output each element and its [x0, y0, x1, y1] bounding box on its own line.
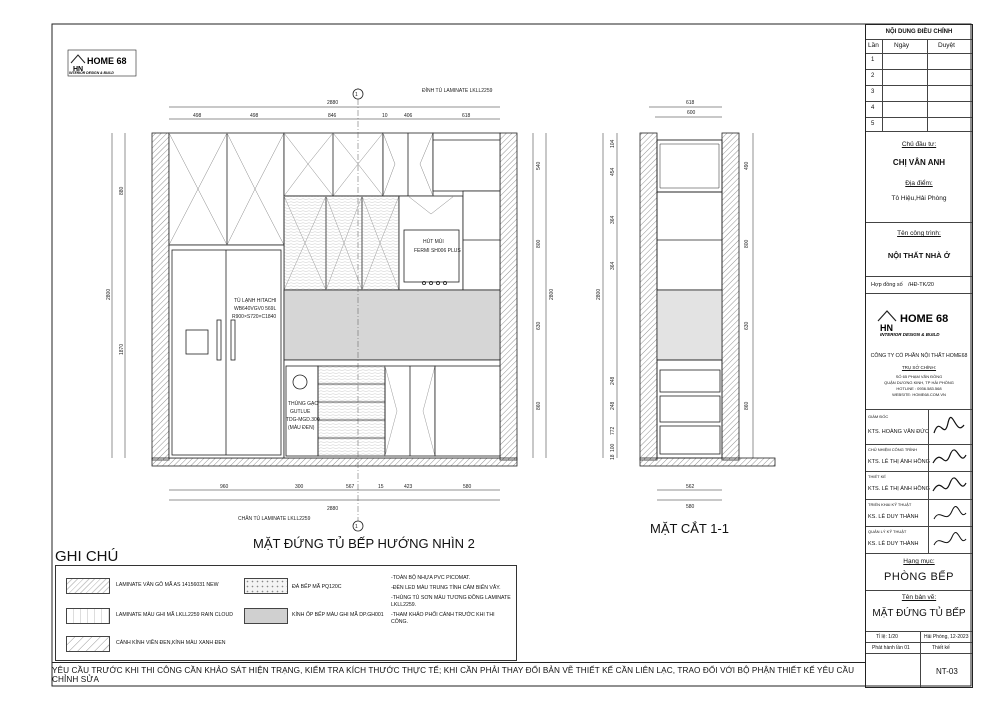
swatch-glass: [66, 636, 110, 652]
location: Tô Hiệu,Hải Phòng: [891, 195, 947, 202]
svg-text:364: 364: [610, 215, 616, 224]
contract-label: Hợp đồng số: [871, 282, 903, 288]
rev-row: 1: [871, 57, 875, 63]
svg-text:860: 860: [536, 401, 542, 410]
sign-role: GIÁM ĐỐC: [868, 414, 889, 419]
sign-role: QUẢN LÝ KỸ THUẬT: [868, 529, 907, 534]
sign-name: KTS. LÊ THỊ ÁNH HỒNG: [868, 486, 930, 492]
svg-text:498: 498: [250, 113, 259, 119]
section-title: MẶT CẮT 1-1: [650, 521, 729, 536]
legend-note: -TOÀN BỘ NHỰA PVC PICOMAT.: [391, 575, 471, 581]
rev-header: Duyệt: [938, 42, 955, 49]
svg-text:1: 1: [355, 524, 358, 530]
date: Hải Phòng, 12-2023: [924, 634, 969, 640]
svg-text:540: 540: [536, 161, 542, 170]
legend-note: -THÙNG TỦ SƠN MÀU TƯƠNG ĐỒNG LAMINATE LKLL2259.: [391, 595, 511, 608]
svg-text:800: 800: [744, 239, 750, 248]
svg-text:562: 562: [686, 484, 695, 490]
rev-row: 5: [871, 121, 875, 127]
svg-text:406: 406: [404, 113, 413, 119]
svg-text:300: 300: [295, 484, 304, 490]
svg-text:TỦ LẠNH HITACHI: TỦ LẠNH HITACHI: [234, 298, 277, 304]
svg-text:HN: HN: [880, 323, 893, 333]
issue: Phát hành lần 01: [872, 645, 910, 651]
svg-text:2800: 2800: [106, 288, 112, 300]
svg-text:880: 880: [119, 186, 125, 195]
svg-text:618: 618: [686, 100, 695, 106]
kitchen-elevation: [112, 88, 546, 531]
svg-text:100: 100: [610, 443, 616, 452]
category-label: Hạng mục:: [903, 558, 935, 565]
section-wall-right: [722, 133, 739, 460]
svg-text:423: 423: [404, 484, 413, 490]
legend-note: -THAM KHẢO PHỐI CÁNH TRƯỚC KHI THI CÔNG.: [391, 612, 495, 625]
svg-text:10: 10: [382, 113, 388, 119]
sign-name: KTS. HOÀNG VĂN ĐỨC: [868, 429, 929, 435]
legend-item: LAMINATE MÀU GHI MÃ LKLL2259 RAIN CLOUD: [116, 612, 233, 618]
title-block: [865, 24, 973, 688]
svg-text:630: 630: [744, 321, 750, 330]
svg-text:1: 1: [355, 92, 358, 98]
backsplash: [284, 290, 500, 360]
legend-item: CÁNH KÍNH VIỀN ĐEN,KÍNH MÀU XANH ĐEN: [116, 640, 226, 646]
sign-role: THIẾT KẾ: [868, 474, 886, 479]
legend-item: LAMINATE VÂN GỖ MÃ AS 14156031 NEW: [116, 582, 219, 588]
legend-box: [55, 565, 517, 661]
svg-text:772: 772: [610, 426, 616, 435]
drawing-label: Tên bản vẽ:: [901, 594, 937, 601]
sign-role: TRIỂN KHAI KỸ THUẬT: [868, 502, 912, 507]
svg-text:580: 580: [686, 504, 695, 510]
svg-text:(MÀU ĐEN): (MÀU ĐEN): [288, 425, 315, 431]
svg-text:HOME 68: HOME 68: [900, 313, 949, 325]
address-line: HOTLINE : 0936.583.568: [896, 386, 942, 391]
swatch-grey: [66, 608, 110, 624]
investor-label: Chủ đầu tư:: [901, 141, 937, 148]
legend-item: KÍNH ỐP BẾP MÀU GHI MÃ DP.GH001: [292, 612, 384, 618]
address-line: SỐ 65 PHẠM VĂN ĐỒNG: [895, 374, 943, 379]
svg-text:248: 248: [610, 401, 616, 410]
design: Thiết kế: [932, 645, 950, 651]
hq-label: TRỤ SỞ CHÍNH:: [901, 365, 937, 370]
svg-text:846: 846: [328, 113, 337, 119]
svg-text:364: 364: [610, 261, 616, 270]
swatch-wood: [66, 578, 110, 594]
svg-text:TDG-MGD.300: TDG-MGD.300: [286, 417, 320, 423]
scale: Tỉ lệ: 1/20: [876, 634, 898, 640]
svg-text:15: 15: [378, 484, 384, 490]
sign-name: KS. LÊ DUY THÀNH: [868, 514, 919, 520]
svg-text:618: 618: [462, 113, 471, 119]
svg-text:THÙNG GẠO: THÙNG GẠO: [288, 401, 319, 407]
svg-text:1870: 1870: [119, 343, 125, 355]
sign-name: KTS. LÊ THỊ ÁNH HỒNG: [868, 459, 930, 465]
svg-text:INTERIOR DESIGN & BUILD: INTERIOR DESIGN & BUILD: [69, 71, 114, 75]
svg-text:HN: HN: [73, 66, 84, 73]
rev-header: Ngày: [894, 42, 910, 49]
top-total-dim: 2880: [327, 100, 339, 106]
svg-text:18: 18: [610, 454, 616, 460]
left-wall: [152, 133, 169, 460]
floor: [152, 458, 517, 466]
investor: CHỊ VÂN ANH: [892, 158, 946, 167]
svg-text:2880: 2880: [327, 506, 339, 512]
sheet-number: NT-03: [936, 667, 958, 676]
svg-text:GUTLUE: GUTLUE: [290, 409, 311, 415]
svg-text:960: 960: [220, 484, 229, 490]
svg-text:498: 498: [193, 113, 202, 119]
signature-marks: [930, 411, 970, 551]
swatch-glass-splash: [244, 608, 288, 624]
legend-item: ĐÁ BẾP MÃ PQ120C: [292, 584, 342, 590]
address-line: QUẬN DƯƠNG KINH, TP HẢI PHÒNG: [884, 380, 954, 385]
rev-header: Lần: [868, 42, 879, 49]
sign-role: CHỦ NHIỆM CÔNG TRÌNH: [868, 447, 918, 452]
svg-text:248: 248: [610, 376, 616, 385]
footer-requirement: YÊU CẦU TRƯỚC KHI THI CÔNG CẦN KHẢO SÁT HIỆN TRẠNG, KIỂM TRA KÍCH THƯỚC THỰC TẾ; KHI CẦN PHẢI THAY ĐỔI BẢN VẼ THIẾT KẾ CẦN LIÊN LẠC, TRAO ĐỔI VỚI BỘ PHẬN THIẾT KẾ YÊU CẦU CHỈNH SỬA: [52, 662, 865, 687]
rev-row: 2: [871, 73, 875, 79]
svg-text:2800: 2800: [549, 288, 555, 300]
svg-text:630: 630: [536, 321, 542, 330]
svg-text:567: 567: [346, 484, 355, 490]
location-label: Địa điểm:: [905, 180, 933, 187]
category: PHÒNG BẾP: [884, 571, 954, 583]
svg-text:HOME 68: HOME 68: [87, 56, 127, 66]
project-label: Tên công trình:: [897, 230, 941, 237]
project-name: NỘI THẤT NHÀ Ở: [887, 251, 951, 260]
section-wall-left: [640, 133, 657, 460]
top-note: ĐỈNH TỦ LAMINATE LKLL2259: [422, 88, 493, 94]
svg-text:580: 580: [463, 484, 472, 490]
svg-text:104: 104: [610, 139, 616, 148]
sign-name: KS. LÊ DUY THÀNH: [868, 541, 919, 547]
legend-note: -ĐÈN LED MÀU TRUNG TÍNH CẢM BIẾN VẪY.: [391, 585, 501, 591]
svg-text:R900×S720×C1840: R900×S720×C1840: [232, 314, 277, 320]
drawing-name: MẶT ĐỨNG TỦ BẾP: [872, 608, 966, 619]
rev-row: 4: [871, 105, 875, 111]
svg-text:454: 454: [610, 167, 616, 176]
rev-row: 3: [871, 89, 875, 95]
svg-text:INTERIOR DESIGN & BUILD: INTERIOR DESIGN & BUILD: [880, 332, 940, 337]
svg-text:FERMI SH006 PLUS: FERMI SH006 PLUS: [414, 248, 461, 254]
svg-text:HÚT MÙI: HÚT MÙI: [423, 239, 444, 245]
bottom-note: CHÂN TỦ LAMINATE LKLL2259: [238, 516, 311, 522]
revisions-title: NỘI DUNG ĐIỀU CHỈNH: [885, 29, 953, 35]
svg-text:490: 490: [744, 161, 750, 170]
upper-cabinet: [169, 133, 284, 245]
svg-text:600: 600: [687, 110, 696, 116]
address-line: WEBSITE: HOME68.COM.VN: [892, 392, 946, 397]
company: CÔNG TY CỔ PHẦN NỘI THẤT HOME68: [870, 353, 968, 359]
logo-top: [68, 50, 136, 76]
svg-text:860: 860: [744, 401, 750, 410]
legend-title: GHI CHÚ: [55, 548, 119, 565]
contract-value: /HĐ-TK/20: [908, 282, 934, 288]
svg-text:WB640VGV0 569L: WB640VGV0 569L: [234, 306, 277, 312]
swatch-stone: [244, 578, 288, 594]
logo-titleblock: [876, 307, 962, 337]
elevation-title: MẶT ĐỨNG TỦ BẾP HƯỚNG NHÌN 2: [253, 536, 475, 551]
right-wall: [500, 133, 517, 460]
svg-text:800: 800: [536, 239, 542, 248]
svg-text:2800: 2800: [596, 288, 602, 300]
